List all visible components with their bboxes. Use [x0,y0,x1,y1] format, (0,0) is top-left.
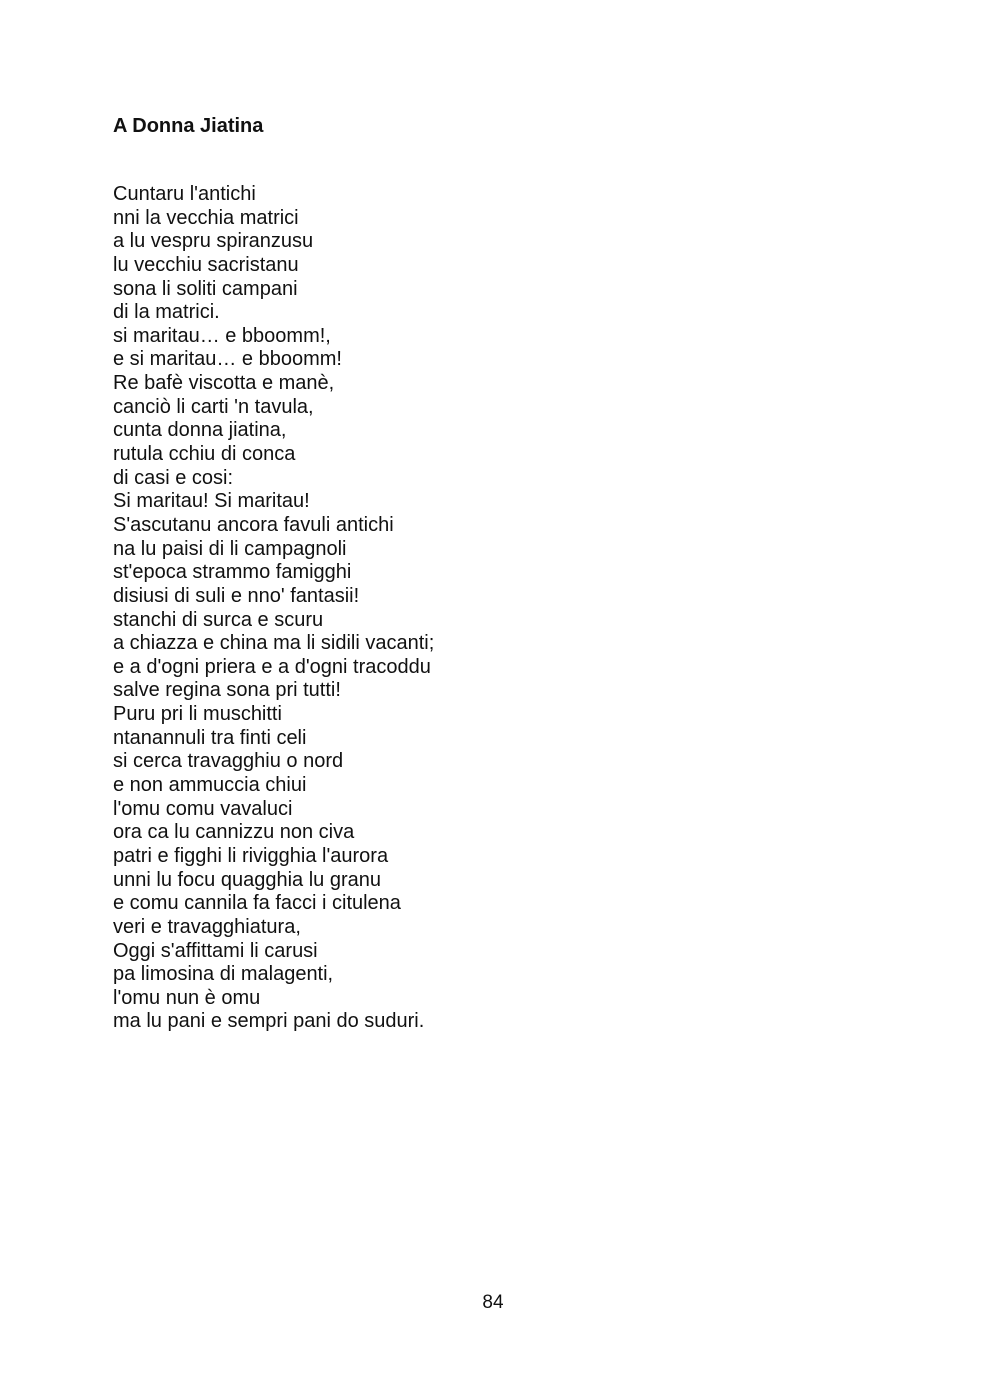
poem-line: nni la vecchia matrici [113,206,299,229]
poem-line: e non ammuccia chiui [113,774,307,797]
poem-line: ntanannuli tra finti celi [113,726,307,749]
poem-line: e comu cannila fa facci i citulena [113,892,401,915]
poem-line: si cerca travagghiu o nord [113,750,344,773]
poem-line: Puru pri li muschitti [113,703,282,726]
poem-line: e a d'ogni priera e a d'ogni tracoddu [113,655,431,678]
poem-line: pa limosina di malagenti, [113,963,334,986]
poem-line: di la matrici. [113,301,220,324]
poem-line: ora ca lu cannizzu non civa [113,821,355,844]
poem-line: sona li soliti campani [113,277,298,300]
poem-line: di casi e cosi: [113,466,234,489]
poem-line: lu vecchiu sacristanu [113,253,299,276]
poem-line: Si maritau! Si maritau! [113,490,310,513]
poem-line: e si maritau… e bboomm! [113,348,342,371]
poem-line: Cuntaru l'antichi [113,183,256,205]
poem-line: cunta donna jiatina, [113,419,287,442]
page-number: 84 [482,1292,504,1313]
poem-line: salve regina sona pri tutti! [113,679,341,702]
poem-line: canciò li carti 'n tavula, [113,395,314,418]
poem-line: l'omu nun è omu [113,986,261,1009]
poem-line: si maritau… e bboomm!, [113,324,331,347]
poem-line: a lu vespru spiranzusu [113,230,314,253]
poem-line: S'ascutanu ancora favuli antichi [113,513,394,536]
poem-line: na lu paisi di li campagnoli [113,537,347,560]
poem-line: disiusi di suli e nno' fantasii! [113,584,360,607]
poem-body [113,183,434,1034]
poem-line: unni lu focu quagghia lu granu [113,868,381,891]
poem-title: A Donna Jiatina [113,115,264,137]
poem-line: rutula cchiu di conca [113,443,296,466]
poem-line: Re bafè viscotta e manè, [113,372,335,395]
poem-line: stanchi di surca e scuru [113,608,324,631]
poem-line: Oggi s'affittami li carusi [113,939,318,962]
poem-line: a chiazza e china ma li sidili vacanti; [113,632,435,655]
poem-line: st'epoca strammo famigghi [113,561,352,584]
poem-line: l'omu comu vavaluci [113,797,293,820]
poem-line: patri e figghi li rivigghia l'aurora [113,844,389,867]
poem-line: ma lu pani e sempri pani do suduri. [113,1010,425,1033]
poem-line: veri e travagghiatura, [113,915,301,938]
